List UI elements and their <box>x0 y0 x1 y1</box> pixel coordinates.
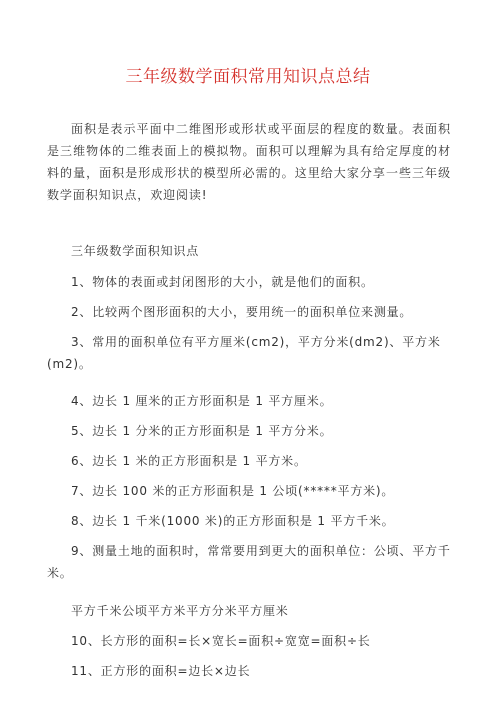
section-heading: 三年级数学面积知识点 <box>71 244 200 258</box>
list-item: 2、比较两个图形面积的大小，要用统一的面积单位来测量。 <box>71 305 413 319</box>
formula-item: 11、正方形的面积=边长×边长 <box>71 664 251 678</box>
list-item: 3、常用的面积单位有平方厘米(cm2)，平方分米(dm2)、平方米(m2)。 <box>47 335 441 371</box>
list-item: 9、测量土地的面积时，常常要用到更大的面积单位：公顷、平方千米。 <box>47 544 451 580</box>
list-item: 4、边长 1 厘米的正方形面积是 1 平方厘米。 <box>71 394 333 408</box>
formula-item: 10、长方形的面积=长×宽长=面积÷宽宽=面积÷长 <box>71 634 371 648</box>
intro-paragraph: 面积是表示平面中二维图形或形状或平面层的程度的数量。表面积是三维物体的二维表面上的模拟物。面积可以理解为具有给定厚度的材料的量，面积是形成形状的模型所必需的。这里给大家分享一些三年级数学面积知识点，欢迎阅读! <box>47 122 451 202</box>
list-item: 7、边长 100 米的正方形面积是 1 公顷(*****平方米)。 <box>71 484 395 498</box>
list-item: 8、边长 1 千米(1000 米)的正方形面积是 1 平方千米。 <box>71 514 395 528</box>
list-item: 1、物体的表面或封闭图形的大小，就是他们的面积。 <box>71 275 374 289</box>
document-title: 三年级数学面积常用知识点总结 <box>125 67 371 87</box>
units-line: 平方千米公顷平方米平方分米平方厘米 <box>71 604 289 618</box>
list-item: 6、边长 1 米的正方形面积是 1 平方米。 <box>71 454 307 468</box>
list-item: 5、边长 1 分米的正方形面积是 1 平方分米。 <box>71 424 333 438</box>
